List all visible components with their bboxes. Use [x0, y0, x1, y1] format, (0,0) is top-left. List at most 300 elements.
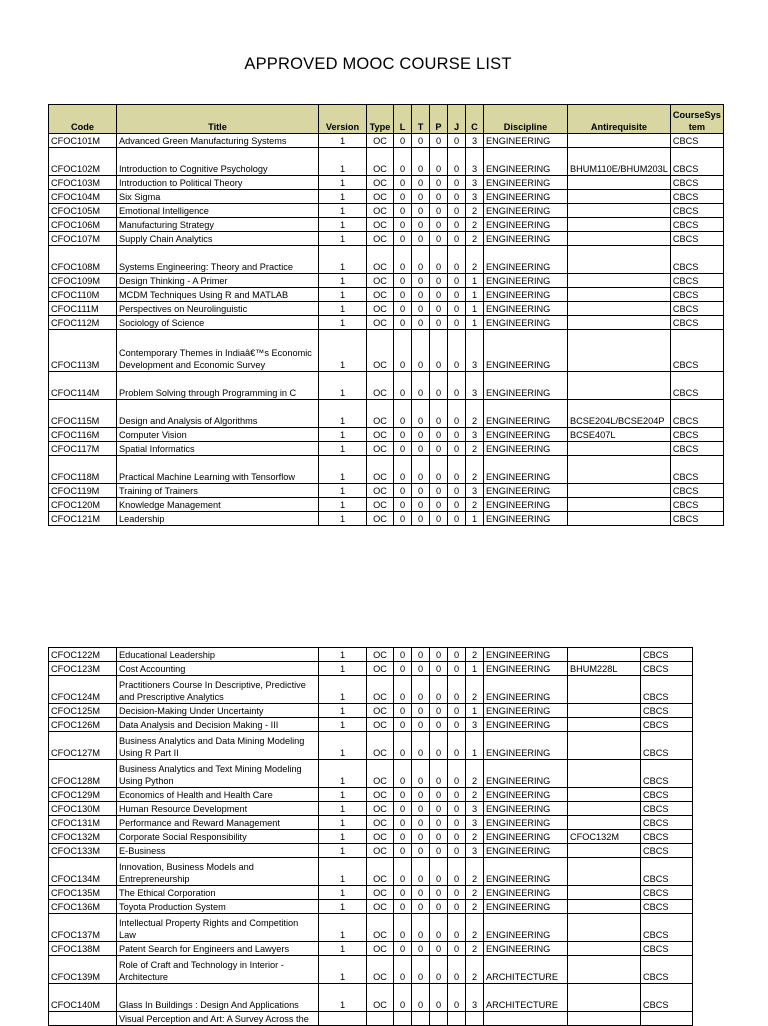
cell-t: 0	[412, 288, 430, 302]
cell-t: 0	[412, 442, 430, 456]
cell-antirequisite	[568, 316, 671, 330]
cell-version: 1	[319, 428, 367, 442]
cell-version: 1	[319, 858, 367, 886]
table-row	[49, 676, 693, 704]
cell-course-system: CBCS	[670, 330, 723, 372]
cell-c: 3	[466, 190, 484, 204]
cell-version: 1	[319, 218, 367, 232]
cell-p: 0	[430, 274, 448, 288]
cell-title: Leadership	[117, 512, 319, 526]
cell-code: CFOC132M	[49, 830, 117, 844]
cell-type: OC	[367, 914, 394, 942]
cell-p: 0	[430, 984, 448, 1012]
header-p: P	[430, 105, 448, 134]
cell-j: 0	[448, 330, 466, 372]
cell-l: 0	[394, 788, 412, 802]
cell-discipline: ENGINEERING	[484, 816, 568, 830]
cell-antirequisite	[568, 176, 671, 190]
cell-title: Data Analysis and Decision Making - III	[117, 718, 319, 732]
cell-version: 1	[319, 330, 367, 372]
cell-title: Manufacturing Strategy	[117, 218, 319, 232]
cell-t: 0	[412, 428, 430, 442]
cell-title: Design Thinking - A Primer	[117, 274, 319, 288]
header-j: J	[448, 105, 466, 134]
cell-type: OC	[367, 176, 394, 190]
cell-type: OC	[367, 456, 394, 484]
cell-l: 0	[394, 830, 412, 844]
cell-j: 0	[448, 456, 466, 484]
cell-j: 0	[448, 148, 466, 176]
cell-l: 0	[394, 844, 412, 858]
table-row	[49, 956, 693, 984]
cell-t: 0	[412, 498, 430, 512]
table-row	[49, 844, 693, 858]
cell-c: 3	[466, 802, 484, 816]
cell-discipline: ENGINEERING	[484, 442, 568, 456]
table-row	[49, 330, 724, 372]
cell-title: MCDM Techniques Using R and MATLAB	[117, 288, 319, 302]
header-c: C	[466, 105, 484, 134]
cell-discipline: ENGINEERING	[484, 900, 568, 914]
cell-c: 3	[466, 816, 484, 830]
table-row	[49, 512, 724, 526]
cell-p: 0	[430, 330, 448, 372]
cell-discipline: ENGINEERING	[484, 886, 568, 900]
cell-course-system: CBCS	[641, 900, 693, 914]
cell-discipline: ENGINEERING	[484, 246, 568, 274]
cell-t: 0	[412, 844, 430, 858]
cell-type: OC	[367, 788, 394, 802]
cell-discipline: ENGINEERING	[484, 512, 568, 526]
cell-p	[430, 1012, 448, 1026]
cell-c: 3	[466, 718, 484, 732]
cell-type: OC	[367, 942, 394, 956]
cell-c: 3	[466, 372, 484, 400]
cell-p: 0	[430, 802, 448, 816]
cell-p: 0	[430, 246, 448, 274]
cell-code: CFOC113M	[49, 330, 117, 372]
cell-l: 0	[394, 648, 412, 662]
cell-code: CFOC136M	[49, 900, 117, 914]
cell-course-system: CBCS	[670, 148, 723, 176]
cell-p: 0	[430, 662, 448, 676]
cell-j: 0	[448, 246, 466, 274]
cell-p: 0	[430, 788, 448, 802]
cell-type: OC	[367, 844, 394, 858]
cell-course-system: CBCS	[641, 830, 693, 844]
cell-l: 0	[394, 816, 412, 830]
cell-p: 0	[430, 956, 448, 984]
cell-j: 0	[448, 498, 466, 512]
cell-c: 2	[466, 914, 484, 942]
cell-version: 1	[319, 732, 367, 760]
cell-course-system: CBCS	[641, 914, 693, 942]
cell-l: 0	[394, 704, 412, 718]
table-row	[49, 134, 724, 148]
cell-l: 0	[394, 858, 412, 886]
cell-title: Design and Analysis of Algorithms	[117, 400, 319, 428]
cell-type: OC	[367, 302, 394, 316]
cell-t: 0	[412, 176, 430, 190]
cell-j: 0	[448, 648, 466, 662]
cell-title: Patent Search for Engineers and Lawyers	[117, 942, 319, 956]
cell-code: CFOC118M	[49, 456, 117, 484]
cell-l: 0	[394, 900, 412, 914]
cell-version: 1	[319, 148, 367, 176]
cell-type: OC	[367, 858, 394, 886]
cell-code: CFOC105M	[49, 204, 117, 218]
cell-t: 0	[412, 148, 430, 176]
cell-course-system: CBCS	[641, 844, 693, 858]
cell-p: 0	[430, 942, 448, 956]
cell-title: Problem Solving through Programming in C	[117, 372, 319, 400]
cell-p: 0	[430, 718, 448, 732]
cell-l: 0	[394, 302, 412, 316]
cell-j: 0	[448, 830, 466, 844]
cell-version: 1	[319, 844, 367, 858]
cell-c: 2	[466, 676, 484, 704]
cell-course-system: CBCS	[641, 676, 693, 704]
cell-p: 0	[430, 732, 448, 760]
cell-course-system: CBCS	[641, 648, 693, 662]
cell-l: 0	[394, 914, 412, 942]
cell-version: 1	[319, 190, 367, 204]
cell-l: 0	[394, 718, 412, 732]
cell-code: CFOC122M	[49, 648, 117, 662]
cell-j: 0	[448, 900, 466, 914]
cell-title: Six Sigma	[117, 190, 319, 204]
cell-antirequisite: BHUM228L	[568, 662, 641, 676]
cell-discipline: ENGINEERING	[484, 134, 568, 148]
cell-discipline: ARCHITECTURE	[484, 984, 568, 1012]
cell-type: OC	[367, 498, 394, 512]
cell-l: 0	[394, 984, 412, 1012]
cell-l: 0	[394, 732, 412, 760]
cell-l: 0	[394, 942, 412, 956]
cell-p: 0	[430, 302, 448, 316]
cell-code: CFOC137M	[49, 914, 117, 942]
table-row	[49, 372, 724, 400]
cell-l: 0	[394, 316, 412, 330]
cell-antirequisite	[568, 816, 641, 830]
cell-antirequisite: BCSE407L	[568, 428, 671, 442]
cell-t: 0	[412, 372, 430, 400]
table-row	[49, 1012, 693, 1026]
cell-l: 0	[394, 232, 412, 246]
cell-title: Systems Engineering: Theory and Practice	[117, 246, 319, 274]
cell-t: 0	[412, 316, 430, 330]
cell-l: 0	[394, 760, 412, 788]
cell-title: Practical Machine Learning with Tensorflow	[117, 456, 319, 484]
cell-type: OC	[367, 442, 394, 456]
cell-l: 0	[394, 274, 412, 288]
cell-title: Business Analytics and Text Mining Modeling Using Python	[117, 760, 319, 788]
cell-l: 0	[394, 218, 412, 232]
cell-discipline: ENGINEERING	[484, 498, 568, 512]
cell-j: 0	[448, 732, 466, 760]
cell-type: OC	[367, 316, 394, 330]
cell-type: OC	[367, 648, 394, 662]
cell-p: 0	[430, 148, 448, 176]
cell-type: OC	[367, 330, 394, 372]
cell-antirequisite	[568, 232, 671, 246]
cell-j: 0	[448, 914, 466, 942]
cell-c: 3	[466, 176, 484, 190]
table-row	[49, 316, 724, 330]
cell-j: 0	[448, 288, 466, 302]
cell-j: 0	[448, 512, 466, 526]
cell-t: 0	[412, 802, 430, 816]
table-row	[49, 704, 693, 718]
cell-version	[319, 1012, 367, 1026]
cell-version: 1	[319, 886, 367, 900]
cell-l: 0	[394, 802, 412, 816]
cell-discipline: ENGINEERING	[484, 274, 568, 288]
cell-t: 0	[412, 732, 430, 760]
table-row	[49, 718, 693, 732]
cell-j: 0	[448, 956, 466, 984]
cell-t: 0	[412, 456, 430, 484]
cell-version: 1	[319, 512, 367, 526]
cell-code: CFOC111M	[49, 302, 117, 316]
cell-antirequisite	[568, 498, 671, 512]
cell-c: 1	[466, 274, 484, 288]
cell-antirequisite	[568, 942, 641, 956]
cell-c: 1	[466, 316, 484, 330]
cell-code: CFOC133M	[49, 844, 117, 858]
cell-version: 1	[319, 648, 367, 662]
cell-j: 0	[448, 190, 466, 204]
cell-title: E-Business	[117, 844, 319, 858]
cell-title: Computer Vision	[117, 428, 319, 442]
table-row	[49, 830, 693, 844]
cell-version: 1	[319, 662, 367, 676]
cell-p: 0	[430, 232, 448, 246]
cell-t: 0	[412, 484, 430, 498]
cell-course-system: CBCS	[670, 428, 723, 442]
cell-discipline	[484, 1012, 568, 1026]
cell-p: 0	[430, 428, 448, 442]
cell-discipline: ENGINEERING	[484, 732, 568, 760]
cell-course-system: CBCS	[670, 442, 723, 456]
cell-code: CFOC130M	[49, 802, 117, 816]
cell-course-system: CBCS	[641, 886, 693, 900]
cell-antirequisite	[568, 512, 671, 526]
cell-antirequisite	[568, 1012, 641, 1026]
cell-code: CFOC112M	[49, 316, 117, 330]
cell-antirequisite	[568, 204, 671, 218]
cell-l: 0	[394, 498, 412, 512]
cell-course-system: CBCS	[641, 816, 693, 830]
cell-t: 0	[412, 190, 430, 204]
cell-code: CFOC134M	[49, 858, 117, 886]
cell-p: 0	[430, 676, 448, 704]
cell-code: CFOC124M	[49, 676, 117, 704]
cell-title: Role of Craft and Technology in Interior - Architecture	[117, 956, 319, 984]
cell-antirequisite	[568, 134, 671, 148]
cell-antirequisite: CFOC132M	[568, 830, 641, 844]
cell-c: 3	[466, 148, 484, 176]
cell-type	[367, 1012, 394, 1026]
cell-code: CFOC123M	[49, 662, 117, 676]
cell-code: CFOC116M	[49, 428, 117, 442]
cell-type: OC	[367, 400, 394, 428]
cell-c: 1	[466, 704, 484, 718]
cell-title: Intellectual Property Rights and Competition Law	[117, 914, 319, 942]
table-row	[49, 900, 693, 914]
cell-title: Corporate Social Responsibility	[117, 830, 319, 844]
cell-discipline: ENGINEERING	[484, 676, 568, 704]
cell-discipline: ENGINEERING	[484, 302, 568, 316]
table-row	[49, 498, 724, 512]
cell-version: 1	[319, 676, 367, 704]
cell-version: 1	[319, 442, 367, 456]
cell-t	[412, 1012, 430, 1026]
cell-course-system	[641, 1012, 693, 1026]
cell-antirequisite	[568, 788, 641, 802]
cell-c: 2	[466, 400, 484, 428]
cell-t: 0	[412, 704, 430, 718]
table-row	[49, 288, 724, 302]
cell-antirequisite	[568, 704, 641, 718]
cell-t: 0	[412, 662, 430, 676]
cell-discipline: ENGINEERING	[484, 942, 568, 956]
cell-code: CFOC121M	[49, 512, 117, 526]
cell-title: Knowledge Management	[117, 498, 319, 512]
header-title: Title	[117, 105, 319, 134]
cell-code: CFOC110M	[49, 288, 117, 302]
cell-discipline: ENGINEERING	[484, 176, 568, 190]
cell-l: 0	[394, 400, 412, 428]
cell-l: 0	[394, 372, 412, 400]
table-row	[49, 732, 693, 760]
cell-p: 0	[430, 316, 448, 330]
cell-course-system: CBCS	[670, 512, 723, 526]
cell-course-system: CBCS	[670, 190, 723, 204]
table-row	[49, 148, 724, 176]
cell-t: 0	[412, 858, 430, 886]
table-header-row	[49, 105, 724, 134]
cell-title: Practitioners Course In Descriptive, Predictive and Prescriptive Analytics	[117, 676, 319, 704]
cell-type: OC	[367, 984, 394, 1012]
cell-discipline: ENGINEERING	[484, 914, 568, 942]
cell-version: 1	[319, 246, 367, 274]
cell-discipline: ENGINEERING	[484, 788, 568, 802]
cell-j: 0	[448, 428, 466, 442]
cell-antirequisite: BCSE204L/BCSE204P	[568, 400, 671, 428]
table-row	[49, 400, 724, 428]
header-t: T	[412, 105, 430, 134]
cell-l: 0	[394, 484, 412, 498]
cell-antirequisite	[568, 288, 671, 302]
cell-p: 0	[430, 830, 448, 844]
cell-discipline: ENGINEERING	[484, 484, 568, 498]
cell-course-system: CBCS	[641, 732, 693, 760]
cell-c: 2	[466, 942, 484, 956]
cell-c: 3	[466, 428, 484, 442]
cell-type: OC	[367, 218, 394, 232]
cell-code: CFOC108M	[49, 246, 117, 274]
table-row	[49, 246, 724, 274]
cell-title: Sociology of Science	[117, 316, 319, 330]
header-antirequisite: Antirequisite	[568, 105, 671, 134]
cell-c: 1	[466, 662, 484, 676]
cell-l: 0	[394, 190, 412, 204]
cell-p: 0	[430, 886, 448, 900]
cell-p: 0	[430, 190, 448, 204]
cell-version: 1	[319, 984, 367, 1012]
cell-t: 0	[412, 274, 430, 288]
table-row	[49, 218, 724, 232]
course-table-2	[48, 647, 693, 1026]
cell-version: 1	[319, 816, 367, 830]
cell-discipline: ENGINEERING	[484, 372, 568, 400]
table-1-body	[49, 134, 724, 526]
cell-p: 0	[430, 512, 448, 526]
cell-t: 0	[412, 400, 430, 428]
cell-antirequisite	[568, 886, 641, 900]
cell-p: 0	[430, 498, 448, 512]
cell-j: 0	[448, 274, 466, 288]
cell-code: CFOC102M	[49, 148, 117, 176]
cell-c: 2	[466, 858, 484, 886]
header-code: Code	[49, 105, 117, 134]
cell-p: 0	[430, 400, 448, 428]
cell-c: 1	[466, 512, 484, 526]
cell-p: 0	[430, 648, 448, 662]
cell-c: 2	[466, 218, 484, 232]
table-row	[49, 456, 724, 484]
cell-discipline: ENGINEERING	[484, 428, 568, 442]
cell-type: OC	[367, 718, 394, 732]
cell-course-system: CBCS	[670, 218, 723, 232]
cell-c: 2	[466, 830, 484, 844]
cell-c: 2	[466, 456, 484, 484]
cell-p: 0	[430, 816, 448, 830]
cell-t: 0	[412, 956, 430, 984]
cell-course-system: CBCS	[670, 232, 723, 246]
cell-l: 0	[394, 204, 412, 218]
cell-code: CFOC140M	[49, 984, 117, 1012]
cell-discipline: ENGINEERING	[484, 232, 568, 246]
cell-type: OC	[367, 148, 394, 176]
cell-p: 0	[430, 204, 448, 218]
cell-antirequisite	[568, 648, 641, 662]
cell-course-system: CBCS	[670, 176, 723, 190]
cell-l: 0	[394, 676, 412, 704]
cell-discipline: ARCHITECTURE	[484, 956, 568, 984]
cell-course-system: CBCS	[641, 662, 693, 676]
cell-j: 0	[448, 704, 466, 718]
cell-antirequisite	[568, 844, 641, 858]
cell-c: 2	[466, 760, 484, 788]
header-type: Type	[367, 105, 394, 134]
cell-antirequisite	[568, 330, 671, 372]
cell-version: 1	[319, 956, 367, 984]
cell-course-system: CBCS	[670, 484, 723, 498]
cell-l: 0	[394, 456, 412, 484]
cell-code: CFOC139M	[49, 956, 117, 984]
header-course-system-line2: tem	[688, 122, 706, 132]
cell-antirequisite	[568, 246, 671, 274]
header-course-system-line1: CourseSys	[672, 110, 721, 120]
cell-course-system: CBCS	[641, 956, 693, 984]
header-course-system	[670, 105, 723, 134]
cell-type: OC	[367, 886, 394, 900]
cell-t: 0	[412, 914, 430, 942]
cell-p: 0	[430, 442, 448, 456]
cell-code: CFOC103M	[49, 176, 117, 190]
